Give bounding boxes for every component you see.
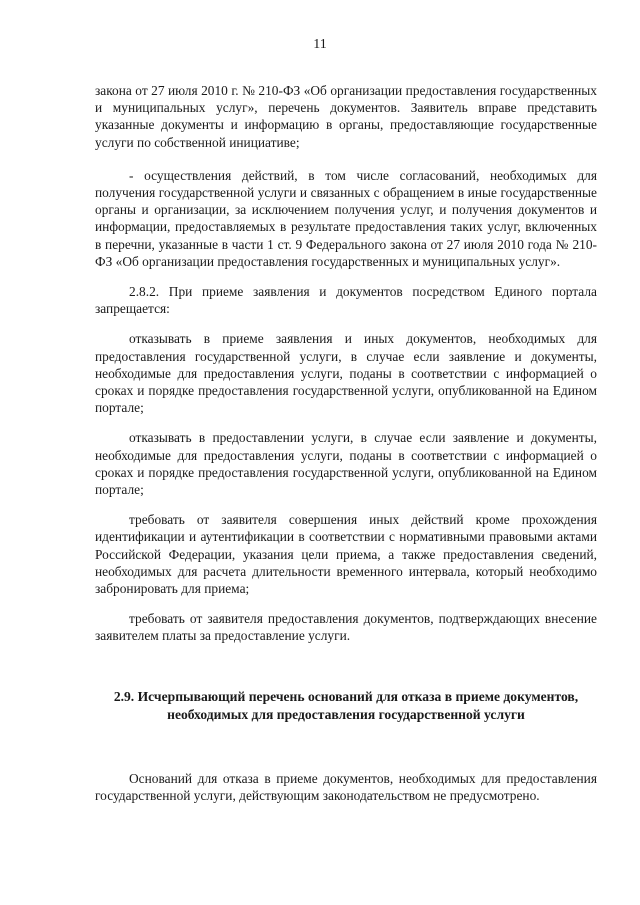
body-text — [95, 82, 597, 645]
section-heading-2-9: 2.9. Исчерпывающий перечень оснований для отказа в приеме документов, необходимых для предоставления государственной услуги — [113, 689, 579, 722]
paragraph-prohibition-2: отказывать в предоставлении услуги, в случае если заявление и документы, необходимые для предоставления услуги, поданы в соответствии с информацией о сроках и порядке предоставления государственной услуги, опубликованной на Едином портале; — [95, 430, 597, 498]
closing-text — [95, 770, 597, 804]
paragraph-actions: - осуществления действий, в том числе согласований, необходимых для получения государственной услуги и связанных с обращением в иные государственные органы и организации, за исключением получения услуг, и получения документов и информации, предоставляемых в результате предоставления таких услуг, включенных в перечни, указанные в части 1 ст. 9 Федерального закона от 27 июля 2010 года № 210-ФЗ «Об организации предоставления государственных и муниципальных услуг». — [95, 167, 597, 269]
paragraph-2-8-2: 2.8.2. При приеме заявления и документов посредством Единого портала запрещается: — [95, 284, 597, 317]
paragraph-continuation: закона от 27 июля 2010 г. № 210-ФЗ «Об организации предоставления государственных и муниципальных услуг», перечень документов. Заявитель вправе представить указанные документы и информацию в органы, предоставляющие государственные услуги по собственной инициативе; — [95, 83, 597, 150]
paragraph-prohibition-1: отказывать в приеме заявления и иных документов, необходимых для предоставления государственной услуги, в случае если заявление и документы, необходимые для предоставления услуги, поданы в соответствии с информацией о сроках и порядке предоставления государственной услуги, опубликованной на Едином портале; — [95, 331, 597, 416]
paragraph-prohibition-3: требовать от заявителя совершения иных действий кроме прохождения идентификации и аутентификации в соответствии с нормативными правовыми актами Российской Федерации, указания цели приема, а также предоставления сведений, необходимых для расчета длительности временного интервала, который необходимо забронировать для приема; — [95, 512, 597, 597]
paragraph-prohibition-4: требовать от заявителя предоставления документов, подтверждающих внесение заявителем платы за предоставление услуги. — [95, 611, 597, 644]
paragraph-no-grounds: Оснований для отказа в приеме документов, необходимых для предоставления государственной услуги, действующим законодательством не предусмотрено. — [95, 771, 597, 804]
page-number: 11 — [313, 37, 327, 52]
